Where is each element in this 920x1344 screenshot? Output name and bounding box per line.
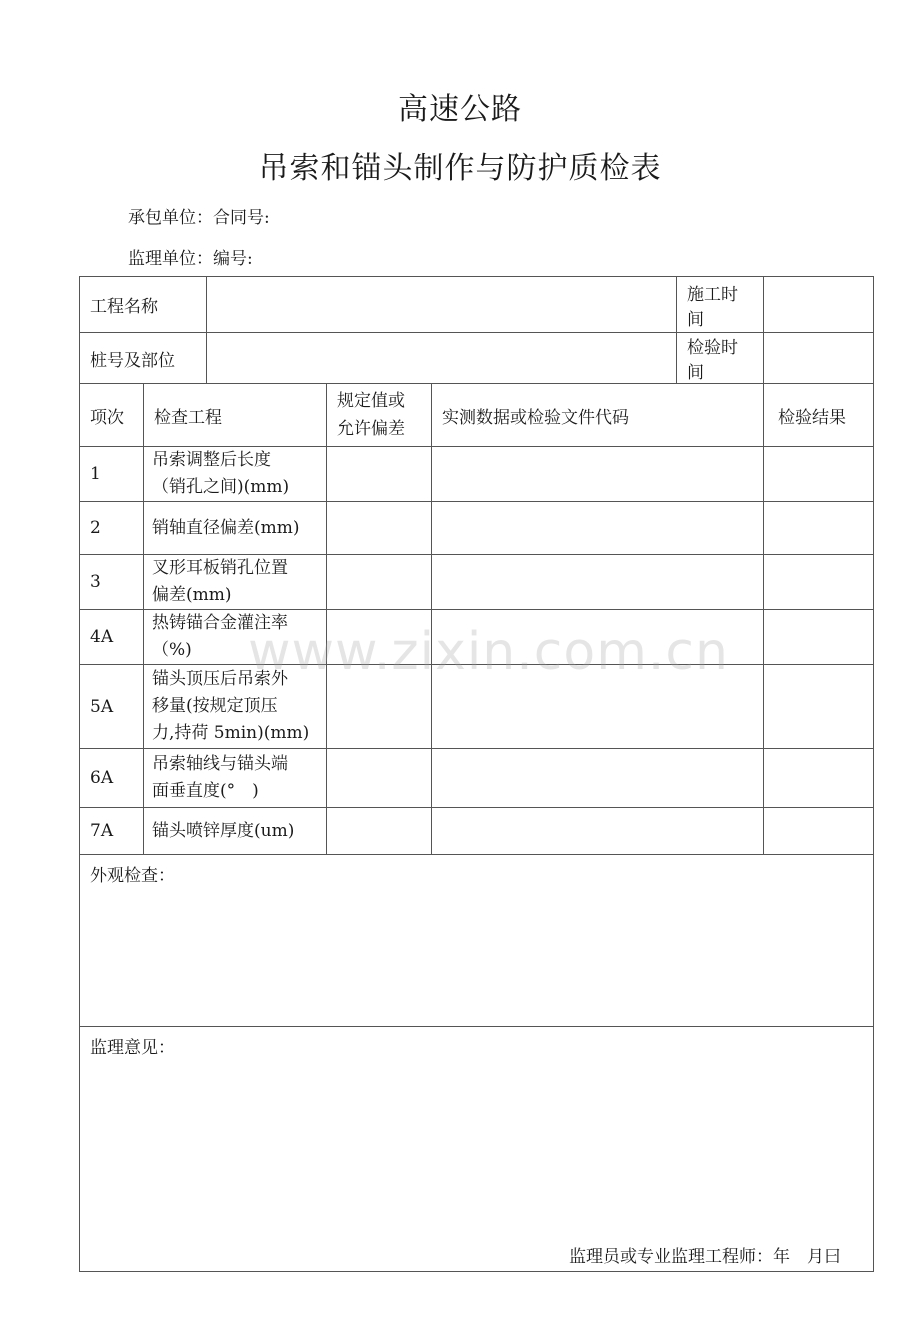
page-title: 高速公路 [398, 92, 522, 127]
row-spec-field[interactable] [327, 502, 432, 555]
row-spec-field[interactable] [327, 447, 432, 502]
row-check-item-line: 锚头顶压后吊索外 [152, 669, 288, 689]
construction-time-label: 施工时间 [677, 277, 764, 333]
row-result-field[interactable] [764, 749, 874, 808]
row-check-item [144, 665, 327, 749]
table-row [80, 502, 874, 555]
row-check-item-line: 移量(按规定顶压 [152, 696, 278, 716]
row-check-item-line: 销轴直径偏差(mm) [152, 517, 300, 538]
watermark: www.zixin.com.cn [248, 622, 729, 682]
inspection-time-field[interactable] [764, 333, 874, 384]
column-header-row [80, 384, 874, 447]
table-row [80, 808, 874, 855]
row-result-field[interactable] [764, 665, 874, 749]
col-item-no: 项次 [80, 384, 144, 447]
row-spec-field[interactable] [327, 665, 432, 749]
row-check-item-line: 叉形耳板销孔位置 [152, 558, 288, 578]
row-check-item [144, 610, 327, 665]
project-name-label: 工程名称 [80, 277, 207, 333]
row-spec-field[interactable] [327, 808, 432, 855]
supervisor-line: 监理单位：编号: [128, 249, 253, 269]
row-item-no: 2 [80, 502, 144, 555]
row-measured-field[interactable] [432, 502, 764, 555]
row-check-item [144, 502, 327, 555]
inspection-time-label: 检验时间 [677, 333, 764, 384]
row-measured-field[interactable] [432, 555, 764, 610]
row-check-item-line: 锚头喷锌厚度(um) [152, 820, 295, 841]
station-field[interactable] [207, 333, 677, 384]
contractor-line: 承包单位：合同号: [128, 208, 270, 228]
row-measured-field[interactable] [432, 808, 764, 855]
col-spec-line1: 规定值或 [337, 391, 405, 411]
signature-line: 监理员或专业监理工程师：年 月曰 [569, 1247, 841, 1267]
row-check-item-line: 偏差(mm) [152, 585, 232, 605]
row-spec-field[interactable] [327, 610, 432, 665]
row-item-no: 7A [80, 808, 144, 855]
row-check-item-line: 力,持荷 5min)(mm) [152, 723, 310, 743]
col-spec [327, 384, 432, 447]
row-item-no: 3 [80, 555, 144, 610]
row-result-field[interactable] [764, 808, 874, 855]
row-item-no: 1 [80, 447, 144, 502]
opinion-label: 监理意见： [90, 1038, 175, 1058]
row-measured-field[interactable] [432, 447, 764, 502]
col-measured: 实测数据或检验文件代码 [432, 384, 764, 447]
row-check-item [144, 808, 327, 855]
appearance-section[interactable] [80, 855, 874, 1027]
col-spec-line2: 允许偏差 [337, 419, 405, 439]
row-result-field[interactable] [764, 610, 874, 665]
row-check-item-line: （%) [152, 640, 192, 660]
row-measured-field[interactable] [432, 665, 764, 749]
opinion-section[interactable] [80, 1027, 874, 1272]
row-check-item [144, 447, 327, 502]
construction-time-field[interactable] [764, 277, 874, 333]
row-check-item [144, 749, 327, 808]
project-name-field[interactable] [207, 277, 677, 333]
row-result-field[interactable] [764, 447, 874, 502]
row-check-item-line: 吊索调整后长度 [152, 450, 271, 470]
table-row [80, 610, 874, 665]
row-measured-field[interactable] [432, 749, 764, 808]
table-row [80, 555, 874, 610]
table-row [80, 749, 874, 808]
row-check-item-line: 面垂直度(° ) [152, 781, 259, 801]
row-item-no: 4A [80, 610, 144, 665]
row-check-item-line: （销孔之间)(mm) [152, 477, 290, 497]
row-measured-field[interactable] [432, 610, 764, 665]
row-check-item-line: 吊索轴线与锚头端 [152, 754, 288, 774]
inspection-table [79, 276, 874, 1272]
row-spec-field[interactable] [327, 749, 432, 808]
col-result: 检验结果 [764, 384, 874, 447]
station-label: 桩号及部位 [80, 333, 207, 384]
row-check-item [144, 555, 327, 610]
row-spec-field[interactable] [327, 555, 432, 610]
row-item-no: 5A [80, 665, 144, 749]
col-check-item: 检查工程 [144, 384, 327, 447]
appearance-label: 外观检查： [90, 866, 175, 886]
table-row [80, 665, 874, 749]
row-check-item-line: 热铸锚合金灌注率 [152, 613, 288, 633]
table-row [80, 447, 874, 502]
row-result-field[interactable] [764, 555, 874, 610]
row-result-field[interactable] [764, 502, 874, 555]
row-item-no: 6A [80, 749, 144, 808]
form-title: 吊索和锚头制作与防护质检表 [258, 151, 662, 186]
